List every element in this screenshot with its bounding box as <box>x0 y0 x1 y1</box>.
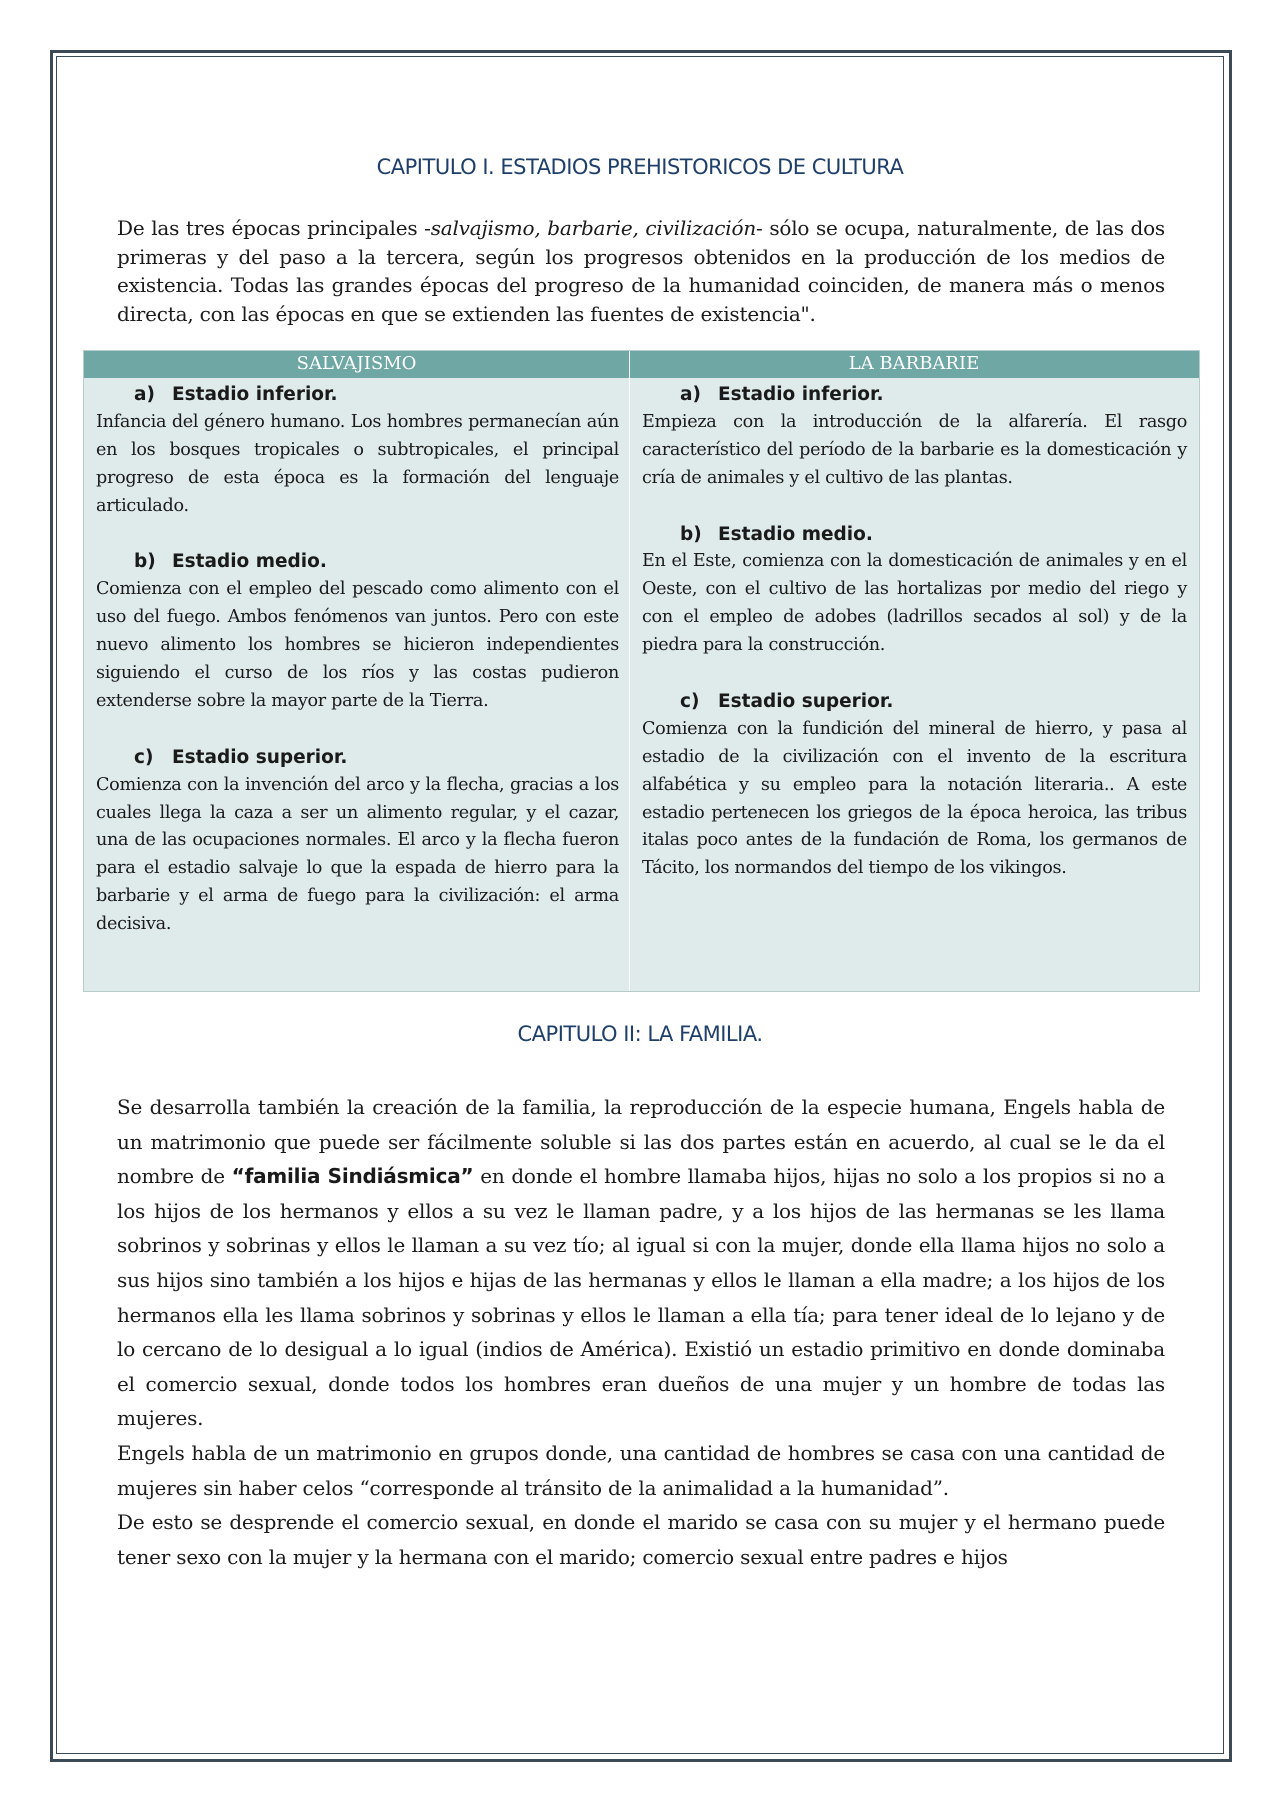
left-c-letter: c) <box>134 746 154 768</box>
stages-table <box>83 350 1200 992</box>
right-a-letter: a) <box>680 384 701 405</box>
chapter-2-body <box>117 1090 1165 1574</box>
column-divider <box>629 351 630 991</box>
left-b-text: Comienza con el empleo del pescado como alimento con el uso del fuego. Ambos fenómenos van juntos. Pero con este nuevo alimento los hombres se hicieron independientes siguiendo el curso de los ríos y las costas pudieron extenderse sobre la mayor parte de la Tierra. <box>96 579 619 711</box>
intro-text-end: - sólo se ocupa, naturalmente, de las dos primeras y del paso a la tercera, según los progresos obtenidos en la producción de los medios de existencia. Todas las grandes épocas del progreso de la humanidad coinciden, de manera más o menos directa, con las épocas en que se extienden las fuentes de existencia". <box>117 216 1165 326</box>
right-b-title: Estadio medio. <box>718 523 873 545</box>
left-a-text: Infancia del género humano. Los hombres permanecían aún en los bosques tropicales o subtropicales, el principal progreso de esta época es la formación del lenguaje articulado. <box>96 411 619 516</box>
p1-text-start: Se desarrolla también la creación de la familia, la reproducción de la especie humana, Engels habla de un matrimonio que puede ser fácilmente soluble si las dos partes están en acuerdo, al cual se le da el nombre de <box>117 1095 1165 1189</box>
right-b-heading <box>642 521 1187 549</box>
intro-text-italic: salvajismo, barbarie, civilización <box>430 216 757 240</box>
left-a-heading <box>96 381 619 409</box>
left-b-letter: b) <box>134 551 156 573</box>
chapter-2-paragraph-3: De esto se desprende el comercio sexual, en donde el marido se casa con su mujer y el hermano puede tener sexo con la mujer y la hermana con el marido; comercio sexual entre padres e hijos <box>117 1510 1165 1569</box>
left-a-title: Estadio inferior. <box>172 384 338 405</box>
left-b-heading <box>96 548 619 576</box>
chapter-1-intro <box>117 214 1165 328</box>
right-c-letter: c) <box>680 690 700 712</box>
left-c-title: Estadio superior. <box>172 746 348 768</box>
chapter-2-title: CAPITULO II: LA FAMILIA. <box>517 1022 763 1046</box>
left-c-heading <box>96 744 619 772</box>
right-c-title: Estadio superior. <box>718 690 894 712</box>
header-salvajismo: SALVAJISMO <box>296 353 417 374</box>
chapter-1-title: CAPITULO I. ESTADIOS PREHISTORICOS DE CULTURA <box>376 155 904 179</box>
left-c-text: Comienza con la invención del arco y la flecha, gracias a los cuales llega la caza a ser un alimento regular, y el cazar, una de las ocupaciones normales. El arco y la flecha fueron para el estadio salvaje lo que la espada de hierro para la barbarie y el arma de fuego para la civilización: el arma decisiva. <box>96 774 619 935</box>
left-a-letter: a) <box>134 384 155 405</box>
column-barbarie <box>642 381 1187 883</box>
familia-sindiasmica-term: “familia Sindiásmica” <box>231 1164 474 1189</box>
right-c-heading <box>642 688 1187 716</box>
left-b-title: Estadio medio. <box>172 551 327 573</box>
header-barbarie: LA BARBARIE <box>848 353 980 374</box>
right-c-text: Comienza con la fundición del mineral de hierro, y pasa al estadio de la civilización con el invento de la escritura alfabética y su empleo para la notación literaria.. A este estadio pertenecen los griegos de la época heroica, las tribus italas poco antes de la fundación de Roma, los germanos de Tácito, los normandos del tiempo de los vikingos. <box>642 718 1187 879</box>
right-b-text: En el Este, comienza con la domesticación de animales y en el Oeste, con el cultivo de las hortalizas por medio del riego y con el empleo de adobes (ladrillos secados al sol) y de la piedra para la construcción. <box>642 551 1187 656</box>
column-salvajismo <box>96 381 619 939</box>
right-b-letter: b) <box>680 523 702 545</box>
chapter-2-paragraph-1 <box>117 1090 1165 1436</box>
right-a-title: Estadio inferior. <box>718 384 884 405</box>
chapter-2-paragraph-2: Engels habla de un matrimonio en grupos donde, una cantidad de hombres se casa con una cantidad de mujeres sin haber celos “corresponde al tránsito de la animalidad a la humanidad”. <box>117 1440 1165 1500</box>
right-a-heading <box>642 381 1187 409</box>
p1-text-end: en donde el hombre llamaba hijos, hijas no solo a los propios si no a los hijos de los hermanos y ellos a su vez le llaman padre, y a los hijos de las hermanas se les llama sobrinos y sobrinas y ellos le llaman a su vez tío; al igual si con la mujer, donde ella llama hijos no solo a sus hijos sino también a los hijos e hijas de las hermanas y ellos le llaman a ella madre; a los hijos de los hermanos ella les llama sobrinos y sobrinas y ellos le llaman a ella tía; para tener ideal de lo lejano y de lo cercano de lo desigual a lo igual (indios de América). Existió un estadio primitivo en donde dominaba el comercio sexual, donde todos los hombres eran dueños de una mujer y un hombre de todas las mujeres. <box>117 1164 1165 1431</box>
right-a-text: Empieza con la introducción de la alfarería. El rasgo característico del período de la barbarie es la domesticación y cría de animales y el cultivo de las plantas. <box>642 411 1187 488</box>
intro-text-start: De las tres épocas principales - <box>117 216 431 240</box>
table-header-row <box>84 351 1199 378</box>
